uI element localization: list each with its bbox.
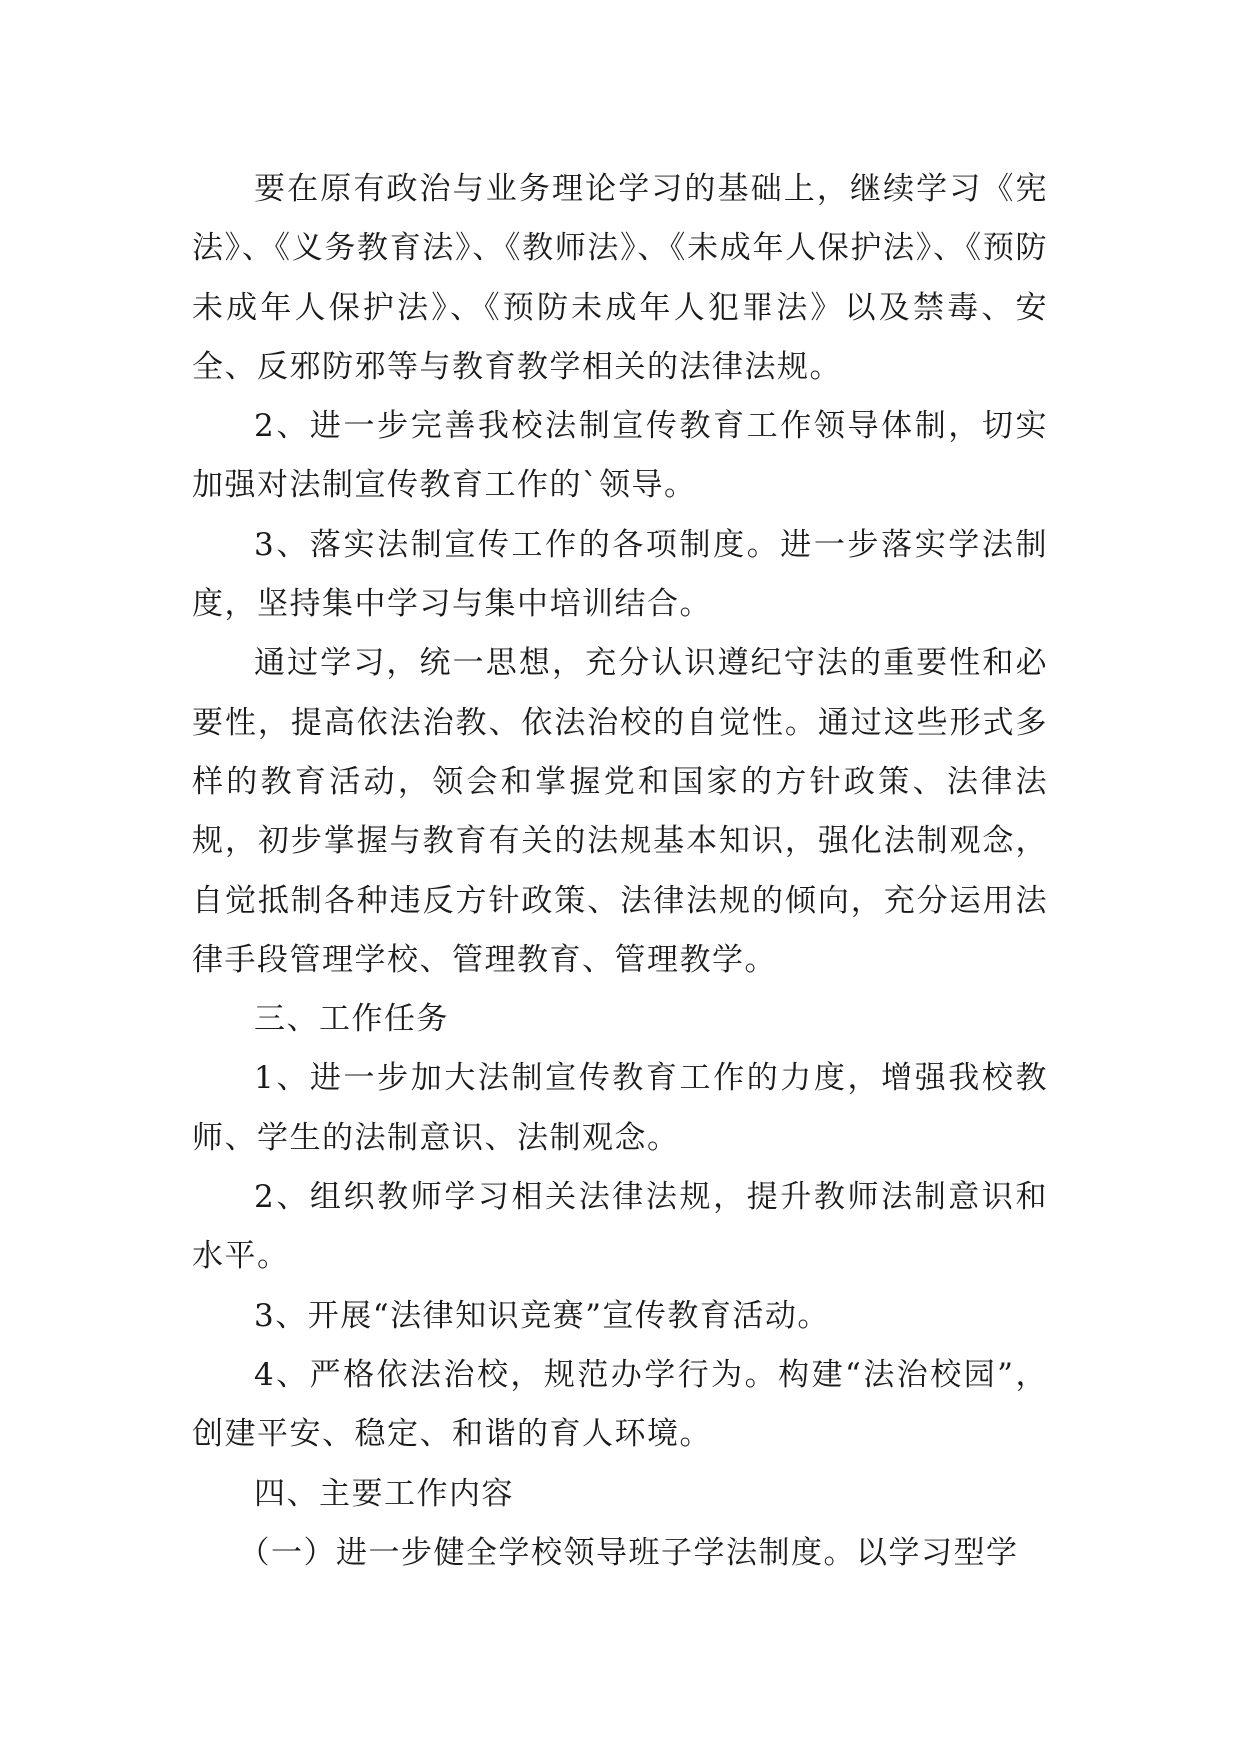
paragraph-task-2: 2、组织教师学习相关法律法规，提升教师法制意识和水平。 <box>192 1179 1048 1275</box>
paragraph-item-3-system: 3、落实法制宣传工作的各项制度。进一步落实学法制度，坚持集中学习与集中培训结合。 <box>192 526 1048 623</box>
paragraph-study-laws: 要在原有政治与业务理论学习的基础上，继续学习《宪法》、《义务教育法》、《教师法》、《未成年人保护法》、《预防未成年人保护法》、《预防未成年人犯罪法》以及禁毒、安全、反邪防邪等与教育教学相关的法律法规。 <box>192 171 1048 385</box>
section-heading-work-tasks: 三、工作任务 <box>254 1001 449 1038</box>
paragraph-task-1: 1、进一步加大法制宣传教育工作的力度，增强我校教师、学生的法制意识、法制观念。 <box>192 1060 1048 1156</box>
section-heading-main-content: 四、主要工作内容 <box>254 1475 514 1512</box>
paragraph-task-3: 3、开展“法律知识竞赛”宣传教育活动。 <box>254 1297 830 1334</box>
paragraph-through-study: 通过学习，统一思想，充分认识遵纪守法的重要性和必要性，提高依法治教、依法治校的自觉性。通过这些形式多样的教育活动，领会和掌握党和国家的方针政策、法律法规，初步掌握与教育有关的法规基本知识，强化法制观念，自觉抵制各种违反方针政策、法律法规的倾向，充分运用法律手段管理学校、管理教育、管理教学。 <box>192 645 1048 978</box>
paragraph-task-4: 4、严格依法治校，规范办学行为。构建“法治校园”，创建平安、稳定、和谐的育人环境。 <box>192 1356 1048 1453</box>
document-body <box>192 160 1048 1583</box>
paragraph-content-1: （一）进一步健全学校领导班子学法制度。以学习型学 <box>238 1534 1019 1571</box>
paragraph-item-2-leadership: 2、进一步完善我校法制宣传教育工作领导体制，切实加强对法制宣传教育工作的`领导。 <box>192 408 1048 504</box>
